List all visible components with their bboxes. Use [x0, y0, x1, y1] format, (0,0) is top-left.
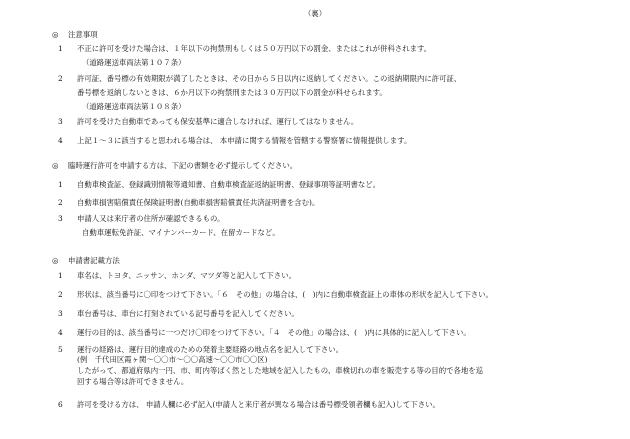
item-number: 2	[58, 198, 63, 207]
item-text: 自動車損害賠償責任保険証明書(自動車損害賠償責任共済証明書を含む)。	[77, 198, 320, 207]
item-number: 2	[58, 290, 63, 299]
item-number: 4	[58, 328, 63, 337]
item-number: 1	[58, 271, 63, 280]
item-number: 1	[58, 180, 63, 189]
item-text: (例 千代田区霞ヶ関～〇〇市～〇〇高速～〇〇市〇〇区)	[77, 355, 268, 364]
item-text: （道路運送車両法第１０８条）	[82, 102, 186, 111]
item-text: 運行の経路は、運行目的達成のための発着主要経路の地点名を記入して下さい。	[77, 345, 344, 354]
item-text: （道路運送車両法第１０７条）	[82, 58, 186, 67]
item-text: 車台番号は、車台に打刻されている記号番号を記入してください。	[77, 309, 299, 318]
section-mark: ◎	[52, 256, 59, 265]
section-documents-heading	[52, 162, 297, 169]
item-number: 3	[58, 309, 63, 318]
item-number: 6	[58, 400, 63, 409]
item-text: 自動車検査証、登録識別情報等通知書、自動車検査証返納証明書、登録事項等証明書など。	[77, 180, 381, 189]
section-instructions-heading	[52, 257, 120, 264]
section-mark: ◎	[52, 161, 59, 170]
item-number: 4	[58, 136, 63, 145]
item-text: 許可証、番号標の有効期限が満了したときは、その日から５日以内に返納してください。この返納期限内に許可証、	[77, 74, 462, 83]
item-text: 不正に許可を受けた場合は、１年以下の拘禁刑もしくは５０万円以下の罰金、またはこれが併科されます。	[77, 44, 432, 53]
section-notes-heading	[52, 31, 98, 38]
item-text: 回する場合等は許可できません。	[77, 377, 189, 386]
item-text: 許可を受けた自動車であっても保安基準に適合しなければ、運行してはなりません。	[77, 117, 359, 126]
item-number: 3	[58, 117, 63, 126]
item-text: 申請人又は来庁者の住所が確認できるもの。	[77, 214, 225, 223]
item-text: したがって、都道府県内一円、市、町内等ばく然とした地域を記入したもの、車検切れの車を販売する等の目的で各地を巡	[77, 366, 484, 375]
item-text: 上記１～３に該当すると思われる場合は、 本申請に関する情報を管轄する警察署に情報提供します。	[77, 136, 412, 145]
section-title: 注意事項	[68, 30, 98, 39]
item-number: 3	[58, 214, 63, 223]
section-mark: ◎	[52, 30, 59, 39]
item-number: 2	[58, 74, 63, 83]
item-text: 形状は、該当番号に〇印をつけて下さい。「６ その他」の場合は、( )内に自動車検査証上の車体の形状を記入して下さい。	[77, 290, 493, 299]
item-number: 5	[58, 345, 63, 354]
item-text: 番号標を返納しないときは、６か月以下の拘禁刑または３０万円以下の罰金が科せられます。	[77, 88, 387, 97]
item-number: 1	[58, 44, 63, 53]
item-text: 自動車運転免許証、マイナンバーカード、在留カードなど。	[82, 228, 280, 237]
item-text: 許可を受ける方は、 申請人欄に必ず記入(申請人と来庁者が異なる場合は番号標受領者欄も記入)して下さい。	[77, 400, 440, 409]
item-text: 車名は、トヨタ、ニッサン、ホンダ、マツダ等と記入して下さい。	[77, 271, 296, 280]
item-text: 運行の目的は、該当番号に一つだけ〇印をつけて下さい。「４ その他」の場合は、( )内に具体的に記入して下さい。	[77, 328, 471, 337]
section-title: 申請書記載方法	[68, 256, 120, 265]
section-title: 臨時運行許可を申請する方は、下記の書類を必ず提示してください。	[68, 161, 298, 170]
page-header: （裏）	[303, 9, 327, 18]
